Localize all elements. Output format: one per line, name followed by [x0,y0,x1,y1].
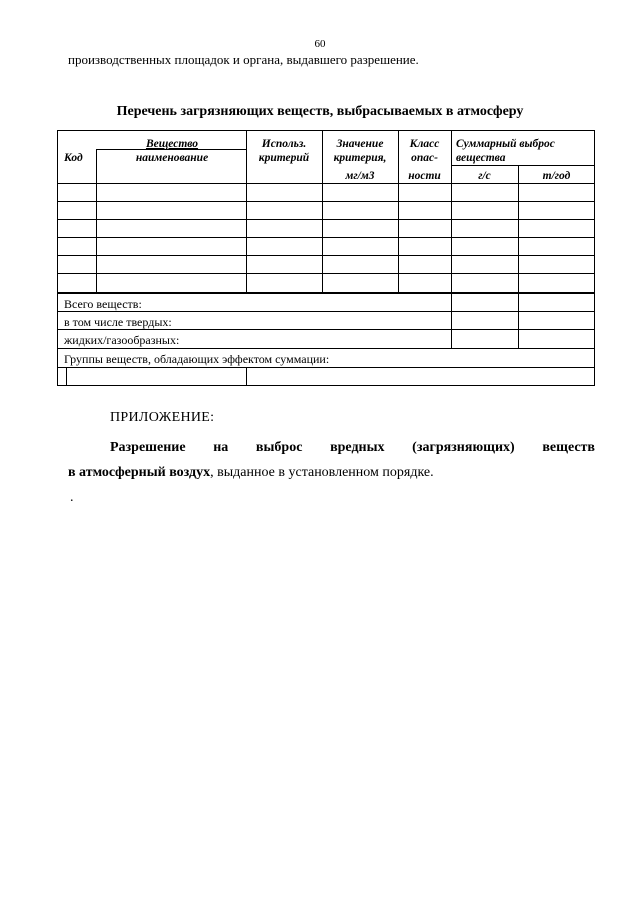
header-criterion-line1: Использ. [261,138,307,150]
header-class-line1: Класс [409,138,440,150]
summary-rule-tyear-left [518,292,519,348]
appendix-rest: , выданное в установленном порядке. [210,465,434,480]
rule-row-5 [58,273,594,274]
rule-under-substance [96,149,246,150]
summary-total: Всего веществ: [64,297,142,311]
header-criterion-line2: критерий [258,152,310,164]
header-name: наименование [135,152,209,164]
intro-text: производственных площадок и органа, выдавшего разрешение. [68,52,419,67]
rule-summary-1 [58,311,594,312]
summary-rule-gs-left [451,292,452,348]
appendix-word-5: (загрязняющих) [412,440,515,455]
last-row-rule-1 [66,367,67,385]
rule-row-1 [58,201,594,202]
col-rule-value [398,131,399,292]
rule-under-total [451,165,594,166]
trailing-mark: . [70,490,74,505]
appendix-heading: ПРИЛОЖЕНИЕ: [110,410,215,425]
appendix-line2 [68,465,434,481]
header-unit-gs: г/с [478,170,491,182]
col-rule-name [246,131,247,292]
header-code: Код [64,152,83,164]
appendix-word-2: на [213,440,229,455]
rule-row-4 [58,255,594,256]
header-unit-tyear: т/год [542,170,571,182]
col-rule-criterion [322,131,323,292]
appendix-word-3: выброс [255,440,303,455]
summary-liquid-gas: жидких/газообразных: [64,333,180,347]
header-total-line2: вещества [456,152,506,164]
header-value-line1: Значение [336,138,384,150]
rule-row-3 [58,237,594,238]
appendix-line1 [110,440,595,456]
rule-header-bottom [58,183,594,184]
rule-groups-bottom [58,367,594,368]
rule-summary-2 [58,329,594,330]
col-rule-class [451,131,452,292]
page-number: 60 [314,38,326,50]
summary-solid: в том числе твердых: [64,315,172,329]
rule-body-bottom [58,292,594,294]
summary-groups: Группы веществ, обладающих эффектом суммации: [64,352,330,366]
rule-summary-3 [58,348,594,349]
last-row-rule-2 [246,367,247,385]
appendix-word-1: Разрешение [110,440,186,455]
header-value-unit: мг/м3 [345,170,375,182]
appendix-word-6: веществ [542,440,595,455]
col-rule-code [96,149,97,292]
header-value-line2: критерия, [333,152,387,164]
table-title: Перечень загрязняющих веществ, выбрасываемых в атмосферу [116,104,524,119]
col-rule-gs [518,165,519,292]
emissions-table [57,130,595,386]
header-total-line1: Суммарный выброс [456,138,555,150]
header-substance: Вещество [145,138,199,150]
header-class-line3: ности [408,170,441,182]
rule-row-2 [58,219,594,220]
appendix-bold-phrase: в атмосферный воздух [68,465,211,480]
appendix-word-4: вредных [330,440,385,455]
header-class-line2: опас- [411,152,438,164]
